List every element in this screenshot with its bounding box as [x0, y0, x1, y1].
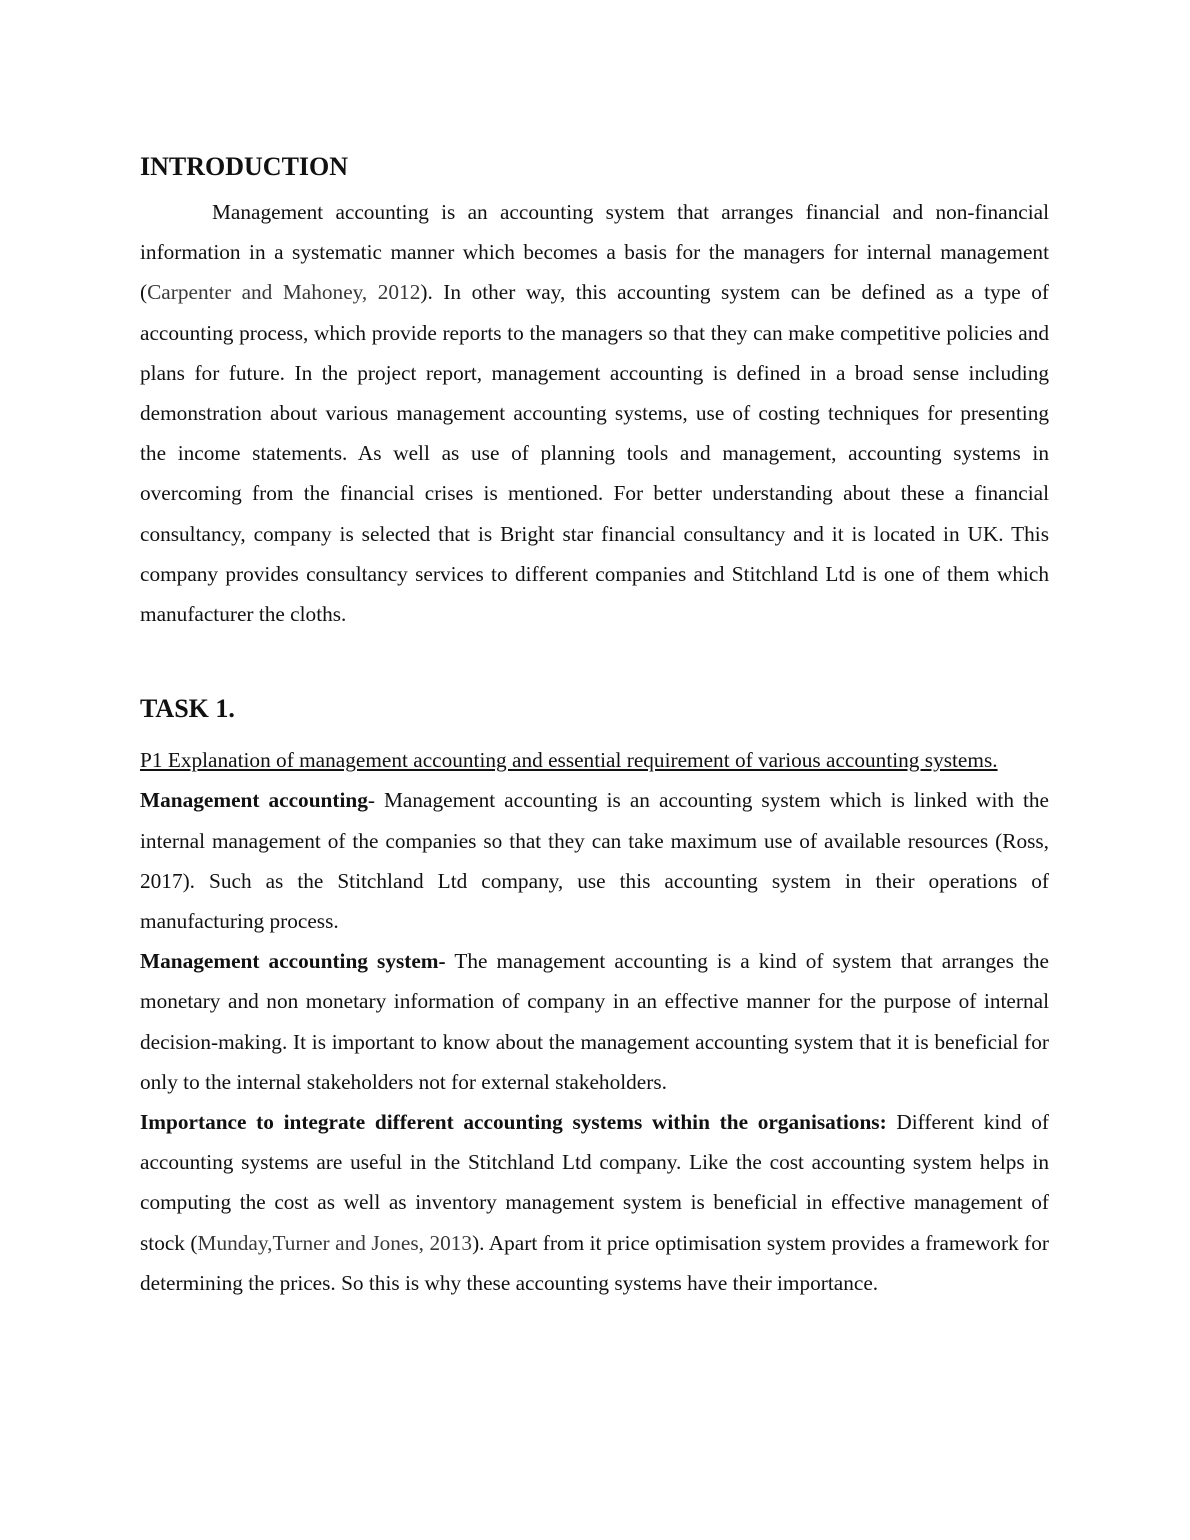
management-accounting-paragraph [140, 780, 1049, 941]
importance-paragraph [140, 1102, 1049, 1303]
text: The management accounting is a kind of system that arranges the monetary and non monetary information of company in an effective manner for the purpose of internal decision-making. It is important to know about the management accounting system that it is beneficial for only to the internal stakeholders not for external stakeholders. [140, 949, 1049, 1094]
citation: Munday,Turner and Jones, 2013 [197, 1230, 473, 1255]
text: - Management accounting is an accounting system which is linked with the internal management of the companies so that they can take maximum use of available resources (Ross, 2017). Such as the Stitchland Ltd company, use this accounting system in their operations of manufacturing process. [140, 788, 1049, 934]
term: Management accounting [140, 788, 368, 813]
citation: Carpenter and Mahoney, 2012 [147, 280, 421, 305]
text: Management accounting is an accounting system that arranges financial and non-financial information in a systematic manner which becomes a basis for the managers for internal management ( [140, 200, 1049, 305]
p1-subheading: P1 Explanation of management accounting and essential requirement of various accounting systems. [140, 748, 998, 773]
document-body [140, 150, 1049, 1303]
introduction-heading: INTRODUCTION [140, 152, 349, 181]
introduction-paragraph [140, 192, 1049, 634]
management-accounting-system-paragraph [140, 941, 1049, 1102]
text: ). In other way, this accounting system can be defined as a type of accounting process, which provide reports to the managers so that they can make competitive policies and plans for future. In the project report, management accounting is defined in a broad sense including demonstration about various management accounting systems, use of costing techniques for presenting the income statements. As well as use of planning tools and management, accounting systems in overcoming from the financial crises is mentioned. For better understanding about these a financial consultancy, company is selected that is Bright star financial consultancy and it is located in UK. This company provides consultancy services to different companies and Stitchland Ltd is one of them which manufacturer the cloths. [140, 280, 1050, 627]
term: Importance to integrate different accounting systems within the organisations: [140, 1110, 887, 1135]
text: Different kind of accounting systems are useful in the Stitchland Ltd company. Like the cost accounting system helps in computing the cost as well as inventory management system is beneficial in effective management of stock ( [140, 1110, 1049, 1255]
task1-heading: TASK 1. [140, 694, 235, 724]
term: Management accounting system- [140, 949, 446, 974]
text: ). Apart from it price optimisation system provides a framework for determining the prices. So this is why these accounting systems have their importance. [140, 1230, 1049, 1295]
